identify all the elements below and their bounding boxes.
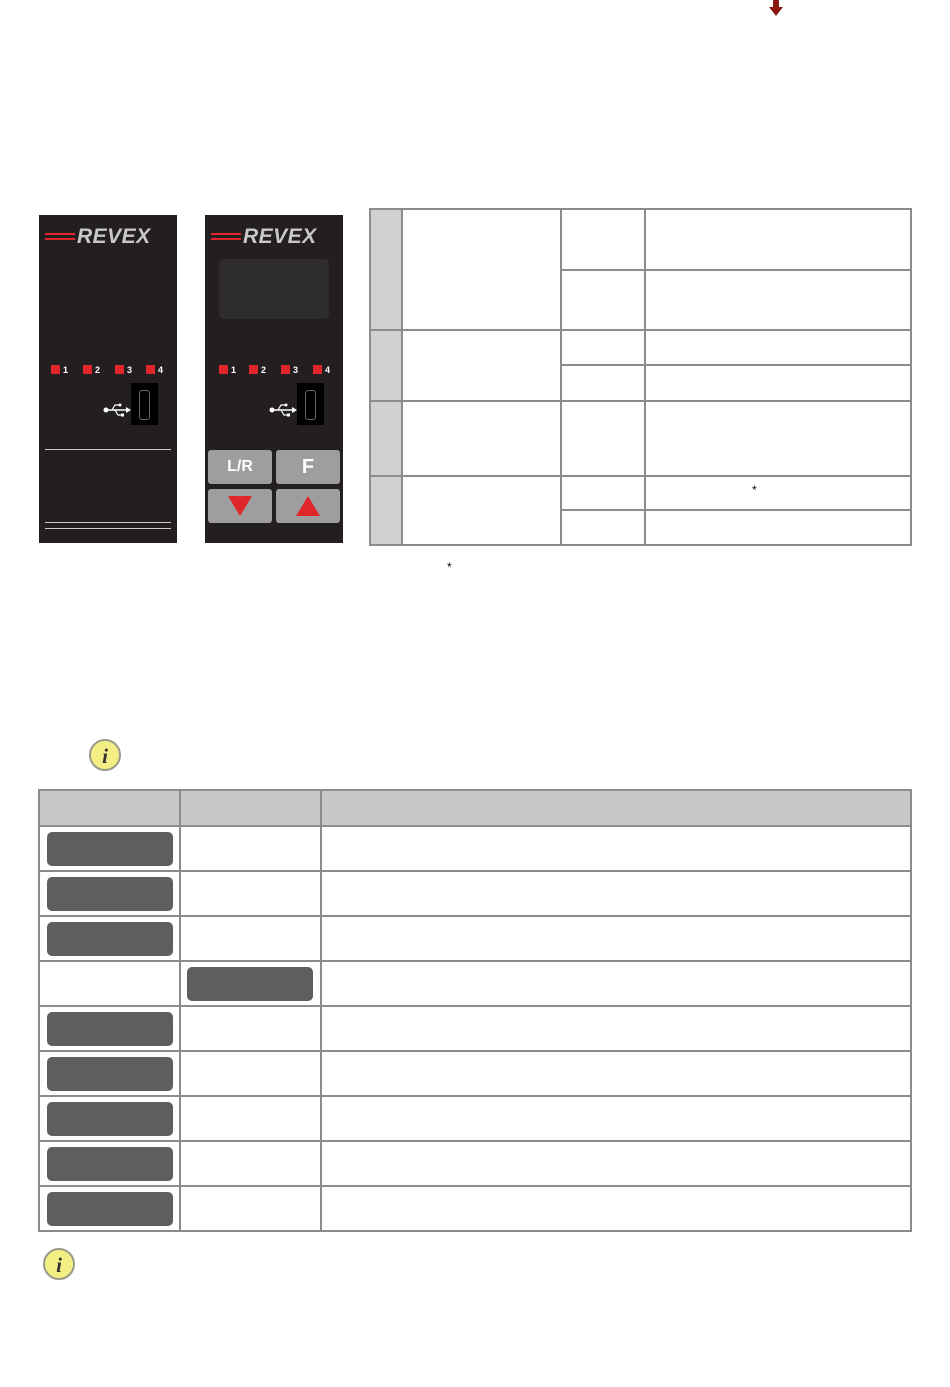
usb-port[interactable] <box>131 383 158 425</box>
page-marker-arrow-icon <box>769 0 783 16</box>
table-row <box>40 915 910 960</box>
revex-logo <box>209 225 339 249</box>
info-icon: i <box>89 739 121 771</box>
table-row <box>40 825 910 870</box>
key-button[interactable] <box>47 922 173 956</box>
spec-table <box>369 208 912 546</box>
led-1: 1 <box>51 364 81 376</box>
divider <box>45 449 171 450</box>
key-button[interactable] <box>47 832 173 866</box>
arrow-up-icon <box>296 496 320 516</box>
table-row <box>40 1005 910 1050</box>
led-1: 1 <box>219 364 249 376</box>
led-4: 4 <box>313 364 343 376</box>
device-panel-display <box>205 215 343 543</box>
key-button[interactable] <box>47 1057 173 1091</box>
led-3: 3 <box>281 364 311 376</box>
divider <box>45 528 171 529</box>
led-2: 2 <box>249 364 279 376</box>
up-key[interactable] <box>276 489 340 523</box>
brand-name: REVEX <box>77 225 151 248</box>
info-icon: i <box>43 1248 75 1280</box>
usb-port[interactable] <box>297 383 324 425</box>
revex-logo <box>43 225 173 249</box>
key-function-table <box>38 789 912 1232</box>
key-button[interactable] <box>47 1102 173 1136</box>
usb-icon <box>103 403 131 417</box>
divider <box>45 522 171 523</box>
table-row <box>40 1095 910 1140</box>
display-window <box>219 259 329 319</box>
led-indicators <box>217 364 337 376</box>
asterisk-mark: * <box>752 483 757 497</box>
table-row <box>40 960 910 1005</box>
device-panel-basic <box>39 215 177 543</box>
led-3: 3 <box>115 364 145 376</box>
brand-name: REVEX <box>243 225 317 248</box>
led-indicators <box>51 364 171 376</box>
index-column <box>371 210 401 544</box>
table-row <box>40 1140 910 1185</box>
lr-key[interactable]: L/R <box>208 450 272 484</box>
key-button[interactable] <box>47 877 173 911</box>
footnote-asterisk: * <box>447 560 452 574</box>
table-row <box>40 1050 910 1095</box>
arrow-down-icon <box>228 496 252 516</box>
down-key[interactable] <box>208 489 272 523</box>
key-button[interactable] <box>47 1012 173 1046</box>
usb-icon <box>269 403 297 417</box>
led-2: 2 <box>83 364 113 376</box>
key-button[interactable] <box>47 1147 173 1181</box>
led-4: 4 <box>146 364 176 376</box>
key-button[interactable] <box>187 967 313 1001</box>
f-key[interactable]: F <box>276 450 340 484</box>
table-row <box>40 870 910 915</box>
table-row <box>40 1185 910 1230</box>
table-header <box>40 791 910 825</box>
key-button[interactable] <box>47 1192 173 1226</box>
